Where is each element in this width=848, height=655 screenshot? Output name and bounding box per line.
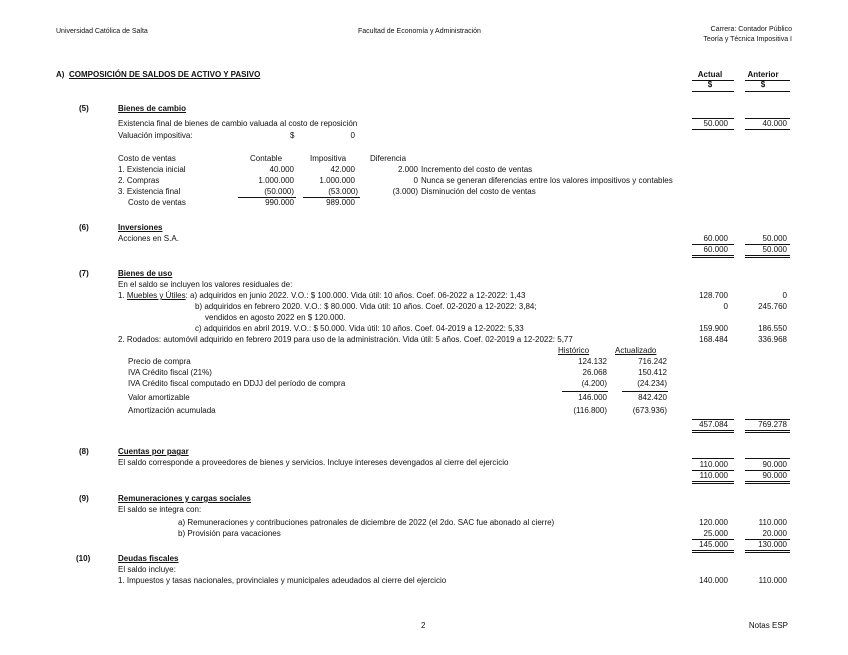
- cost-row-contable: (50.000): [264, 187, 294, 196]
- note-7-mu-prefix: 1.: [118, 291, 125, 300]
- note-7-mu-b-actual: 0: [723, 302, 728, 311]
- header-career: Carrera: Contador Público: [710, 26, 792, 33]
- note-8-anterior: 90.000: [762, 460, 787, 469]
- note-7-mu-c: c) adquiridos en abril 2019. V.O.: $ 50.000. Vida útil: 10 años. Coef. 04-2019 a 12-2022: 5,33: [195, 324, 524, 333]
- note-7-rodados-anterior: 336.968: [758, 335, 787, 344]
- note-7-mu-b-anterior: 245.760: [758, 302, 787, 311]
- note-9-total-anterior: 130.000: [758, 540, 787, 549]
- note-9-intro: El saldo se integra con:: [118, 505, 202, 514]
- note-7-mu-b: b) adquiridos en febrero 2020. V.O.: $ 80.000. Vida útil: 10 años. Coef. 02-2020 a 12-2022: 3,84;: [195, 302, 537, 311]
- cost-row-note: Incremento del costo de ventas: [421, 165, 533, 174]
- col-header-actual: Actual: [697, 70, 723, 79]
- subtable-row-act: 150.412: [638, 368, 667, 377]
- cost-row-diferencia: 2.000: [397, 165, 418, 174]
- note-9-b-anterior: 20.000: [762, 529, 787, 538]
- note-9-item-b: b) Provisión para vacaciones: [178, 529, 281, 538]
- note-9-a-actual: 120.000: [699, 518, 728, 527]
- note-7-title: Bienes de uso: [118, 269, 173, 278]
- note-10-actual: 140.000: [699, 576, 728, 585]
- note-10-intro: El saldo incluye:: [118, 565, 176, 574]
- note-6-number: (6): [79, 223, 89, 232]
- note-8-line: El saldo corresponde a proveedores de bienes y servicios. Incluye intereses devengados al cierre del ejercicio: [118, 458, 509, 467]
- cost-row-impositiva: 1.000.000: [319, 176, 355, 185]
- note-10-title: Deudas fiscales: [118, 554, 179, 563]
- note-9-b-actual: 25.000: [703, 529, 728, 538]
- cost-row-total-impositiva: 989.000: [326, 198, 355, 207]
- note-5-title: Bienes de cambio: [118, 104, 187, 113]
- cost-row-diferencia: 0: [413, 176, 418, 185]
- note-7-mu-a-text: : a) adquiridos en junio 2022. V.O.: $ 100.000. Vida útil: 10 años. Coef. 06-2022 a 12-2022: 1,43: [185, 291, 526, 300]
- cost-row-contable: 40.000: [269, 165, 294, 174]
- note-5-valuation-currency: $: [290, 131, 295, 140]
- note-7-rodados: 2. Rodados: automóvil adquirido en febrero 2019 para uso de la administración. Vida útil: 5 años. Coef. 02-2019 a 12-2022: 5,77: [118, 335, 573, 344]
- note-5-anterior: 40.000: [762, 119, 787, 128]
- cost-row-impositiva: 42.000: [330, 165, 355, 174]
- cost-table-head-label: Costo de ventas: [118, 154, 176, 163]
- section-title: COMPOSICIÓN DE SALDOS DE ACTIVO Y PASIVO: [69, 70, 261, 79]
- subtable-row-hist: 146.000: [578, 393, 607, 402]
- cost-table-head-diferencia: Diferencia: [370, 154, 407, 163]
- note-10-number: (10): [76, 554, 91, 563]
- cost-row-label: 2. Compras: [118, 176, 160, 185]
- header-subject: Teoría y Técnica Impositiva I: [703, 36, 792, 43]
- subtable-row-label: Valor amortizable: [128, 393, 190, 402]
- note-6-title: Inversiones: [118, 223, 163, 232]
- note-8-actual: 110.000: [699, 460, 728, 469]
- note-6-total-actual: 60.000: [703, 245, 728, 254]
- note-7-mu-line-a: [118, 291, 525, 301]
- note-6-actual: 60.000: [703, 234, 728, 243]
- note-7-mu-c-anterior: 186.550: [758, 324, 787, 333]
- note-7-total-actual: 457.084: [699, 420, 728, 429]
- note-10-anterior: 110.000: [758, 576, 787, 585]
- note-7-mu-c-actual: 159.900: [699, 324, 728, 333]
- note-7-mu-a-actual: 128.700: [699, 291, 728, 300]
- subtable-row-label: Amortización acumulada: [128, 406, 216, 415]
- note-8-total-anterior: 90.000: [762, 471, 787, 480]
- note-5-number: (5): [79, 104, 89, 113]
- note-9-number: (9): [79, 494, 89, 503]
- page-number: 2: [421, 621, 426, 630]
- note-7-number: (7): [79, 269, 89, 278]
- cost-row-impositiva: (53.000): [328, 187, 358, 196]
- subtable-row-hist: 124.132: [578, 357, 607, 366]
- col-header-anterior: Anterior: [747, 70, 779, 79]
- cost-row-note: Nunca se generan diferencias entre los valores impositivos y contables: [421, 176, 673, 185]
- cost-row-label: 1. Existencia inicial: [118, 165, 186, 174]
- cost-row-total-label: Costo de ventas: [128, 198, 186, 207]
- cost-row-total-contable: 990.000: [265, 198, 294, 207]
- cost-row-diferencia: (3.000): [392, 187, 418, 196]
- header-university: Universidad Católica de Salta: [56, 28, 148, 35]
- note-10-line: 1. Impuestos y tasas nacionales, provinciales y municipales adeudados al cierre del ejercicio: [118, 576, 447, 585]
- note-5-valuation-label: Valuación impositiva:: [118, 131, 193, 140]
- note-7-mu-label: Muebles y Útiles: [126, 291, 186, 300]
- subtable-row-hist: (116.800): [573, 406, 607, 415]
- currency-actual: $: [707, 80, 713, 89]
- note-9-a-anterior: 110.000: [758, 518, 787, 527]
- subtable-head-actualizado: Actualizado: [615, 346, 657, 355]
- subtable-row-label: IVA Crédito fiscal (21%): [128, 368, 212, 377]
- note-7-mu-a-anterior: 0: [782, 291, 787, 300]
- cost-table-head-contable: Contable: [250, 154, 283, 163]
- note-9-item-a: a) Remuneraciones y contribuciones patronales de diciembre de 2022 (el 2do. SAC fue abonado al cierre): [178, 518, 555, 527]
- note-8-number: (8): [79, 447, 89, 456]
- subtable-row-label: IVA Crédito fiscal computado en DDJJ del período de compra: [128, 379, 346, 388]
- subtable-row-hist: (4.200): [581, 379, 607, 388]
- subtable-row-act: (673.936): [632, 406, 667, 415]
- subtable-row-act: (24.234): [637, 379, 667, 388]
- note-6-anterior: 50.000: [762, 234, 787, 243]
- footer-notes-label: Notas ESP: [748, 621, 788, 630]
- cost-table-head-impositiva: Impositiva: [310, 154, 347, 163]
- note-7-total-anterior: 769.278: [758, 420, 787, 429]
- note-6-line: Acciones en S.A.: [118, 234, 179, 243]
- header-faculty: Facultad de Economía y Administración: [358, 28, 481, 35]
- note-9-title: Remuneraciones y cargas sociales: [118, 494, 251, 503]
- subtable-row-label: Precio de compra: [128, 357, 191, 366]
- note-5-actual: 50.000: [703, 119, 728, 128]
- cost-row-note: Disminución del costo de ventas: [421, 187, 536, 196]
- note-7-rodados-actual: 168.484: [699, 335, 728, 344]
- note-8-title: Cuentas por pagar: [118, 447, 189, 456]
- subtable-row-act: 842.420: [638, 393, 667, 402]
- subtable-head-historico: Histórico: [558, 346, 590, 355]
- note-6-total-anterior: 50.000: [762, 245, 787, 254]
- cost-row-contable: 1.000.000: [258, 176, 294, 185]
- section-prefix: A): [56, 70, 65, 79]
- note-5-line: Existencia final de bienes de cambio valuada al costo de reposición: [118, 119, 358, 128]
- subtable-row-hist: 26.068: [582, 368, 607, 377]
- note-7-mu-b2: vendidos en agosto 2022 en $ 120.000.: [205, 313, 346, 322]
- subtable-row-act: 716.242: [638, 357, 667, 366]
- cost-row-label: 3. Existencia final: [118, 187, 181, 196]
- currency-anterior: $: [760, 80, 766, 89]
- note-8-total-actual: 110.000: [699, 471, 728, 480]
- note-7-intro: En el saldo se incluyen los valores residuales de:: [118, 280, 293, 289]
- note-5-valuation-amount: 0: [350, 131, 355, 140]
- note-9-total-actual: 145.000: [699, 540, 728, 549]
